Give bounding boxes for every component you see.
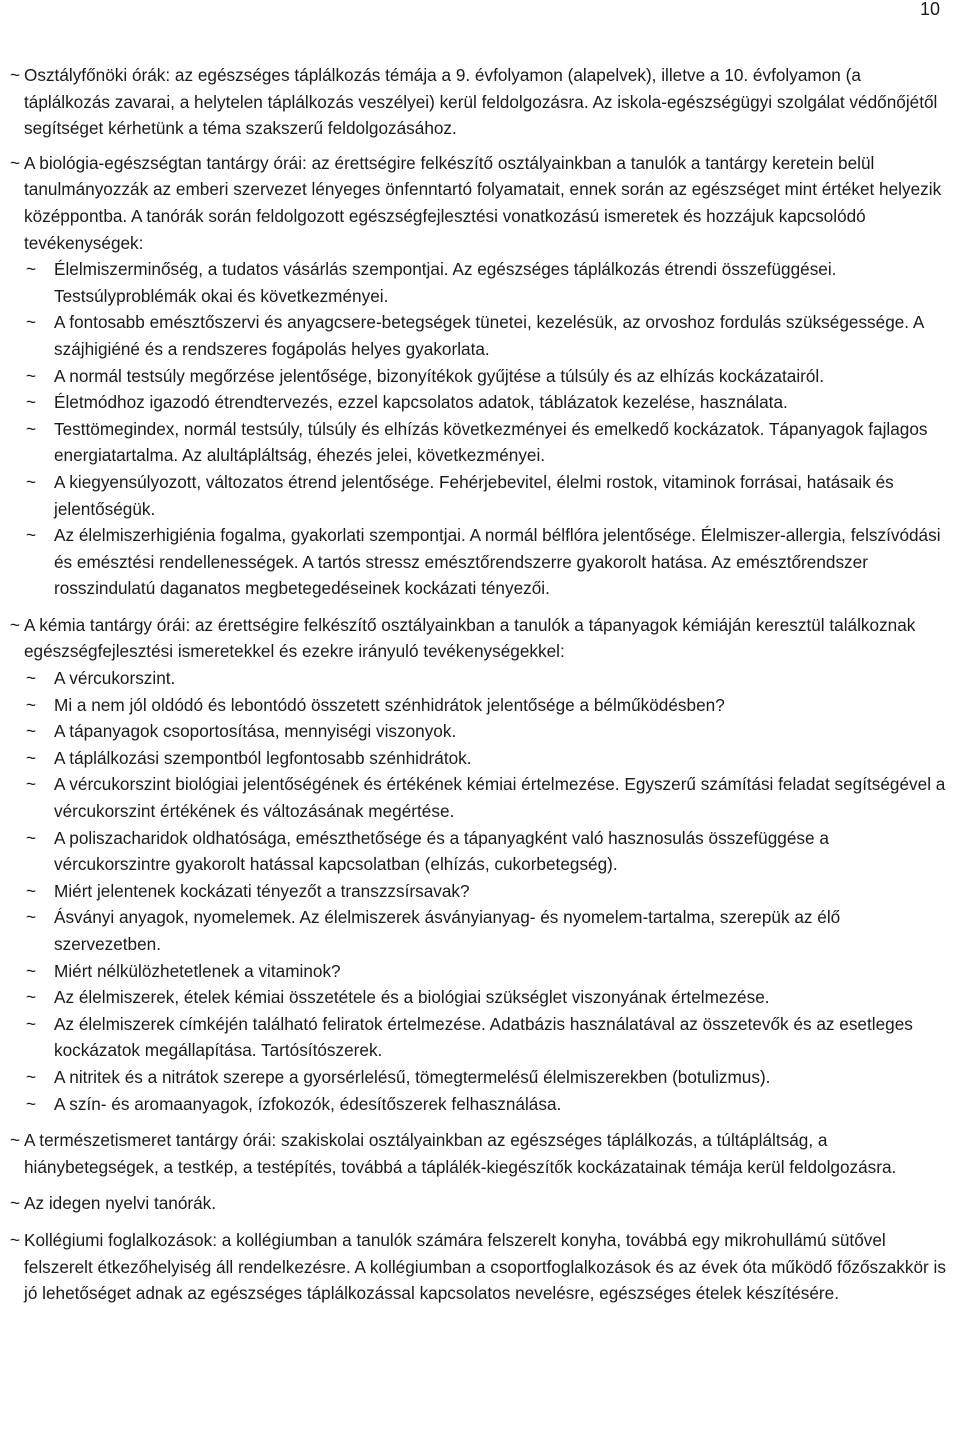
- tilde-bullet-icon: ~: [10, 1193, 21, 1214]
- tilde-bullet-icon: ~: [26, 1066, 37, 1087]
- sub-list-item: [12, 389, 948, 416]
- tilde-bullet-icon: ~: [26, 418, 37, 439]
- tilde-bullet-icon: ~: [26, 365, 37, 386]
- sub-list-item: [12, 469, 948, 522]
- sub-list-item-text: A normál testsúly megőrzése jelentősége, bizonyítékok gyűjtése a túlsúly és az elhízás kockázatairól.: [54, 365, 825, 386]
- tilde-bullet-icon: ~: [26, 721, 37, 742]
- tilde-bullet-icon: ~: [26, 1013, 37, 1034]
- tilde-bullet-icon: ~: [26, 259, 37, 280]
- list-item: [12, 612, 948, 1117]
- list-item-text: Az idegen nyelvi tanórák.: [24, 1193, 217, 1214]
- tilde-bullet-icon: ~: [26, 987, 37, 1008]
- list-item-text: Osztályfőnöki órák: az egészséges táplálkozás témája a 9. évfolyamon (alapelvek), illetve a 10. évfolyamon (a táplálkozás zavarai, a helytelen táplálkozás veszélyei) kerül feldolgozásra. Az iskola-egészségügyi szolgálat védőnőjétől segítséget kérhetünk a téma szakszerű feldolgozásához.: [24, 65, 938, 139]
- tilde-bullet-icon: ~: [10, 65, 21, 85]
- sub-list-item: [12, 363, 948, 390]
- list-item-text: Kollégiumi foglalkozások: a kollégiumban a tanulók számára felszerelt konyha, továbbá egy mikrohullámú sütővel felszerelt étkezőhelyiség áll rendelkezésre. A kollégiumban a csoportfoglalkozások és az évek óta működő főzőszakkör is jó lehetőséget adnak az egészséges táplálkozással kapcsolatos nevelésre, egészséges ételek készítésére.: [24, 1229, 946, 1304]
- sub-list-item: [12, 904, 948, 957]
- sub-list-item-text: A táplálkozási szempontból legfontosabb szénhidrátok.: [54, 747, 472, 768]
- tilde-bullet-icon: ~: [26, 827, 37, 848]
- sub-list-item-text: A fontosabb emésztőszervi és anyagcsere-betegségek tünetei, kezelésük, az orvoshoz fordulás szükségessége. A szájhigiéné és a rendszeres fogápolás helyes gyakorlata.: [54, 312, 924, 359]
- sub-list-item-text: Életmódhoz igazodó étrendtervezés, ezzel kapcsolatos adatok, táblázatok kezelése, használata.: [54, 392, 788, 413]
- tilde-bullet-icon: ~: [26, 880, 37, 901]
- tilde-bullet-icon: ~: [26, 960, 37, 981]
- tilde-bullet-icon: ~: [26, 774, 37, 795]
- tilde-bullet-icon: ~: [26, 471, 37, 492]
- sub-list-item-text: A vércukorszint.: [54, 668, 176, 689]
- tilde-bullet-icon: ~: [26, 312, 37, 333]
- list-item: [12, 150, 948, 602]
- sub-list-item-text: A nitritek és a nitrátok szerepe a gyorsérlelésű, tömegtermelésű élelmiszerekben (botulizmus).: [54, 1066, 771, 1087]
- sub-list-item: [12, 522, 948, 602]
- sub-list-item: [12, 771, 948, 824]
- sub-list-item-text: A szín- és aromaanyagok, ízfokozók, édesítőszerek felhasználása.: [54, 1093, 562, 1114]
- sub-list-item: [12, 1011, 948, 1064]
- sub-list-item: [12, 878, 948, 905]
- sub-list-item-text: Az élelmiszerek, ételek kémiai összetétele és a biológiai szükséglet viszonyának értelmezése.: [54, 987, 770, 1008]
- sub-list-item: [12, 745, 948, 772]
- tilde-bullet-icon: ~: [26, 392, 37, 413]
- sub-list-item: [12, 825, 948, 878]
- list-item-text: A kémia tantárgy órái: az érettségire felkészítő osztályainkban a tanulók a tápanyagok kémiáján keresztül találkoznak egészségfejlesztési ismeretekkel és ezekre irányuló tevékenységekkel:: [24, 614, 916, 662]
- list-item: [12, 1190, 948, 1217]
- sub-list-item-text: Az élelmiszerhigiénia fogalma, gyakorlati szempontjai. A normál bélflóra jelentősége. Élelmiszer-allergia, felszívódási és emésztési rendellenességek. A tartós stressz emésztőrendszerre gyakorolt hatása. Az emésztőrendszer rosszindulatú daganatos megbetegedéseinek kockázati tényezői.: [54, 525, 941, 599]
- tilde-bullet-icon: ~: [26, 747, 37, 768]
- sub-list-item: [12, 692, 948, 719]
- sub-list-item-text: Ásványi anyagok, nyomelemek. Az élelmiszerek ásványianyag- és nyomelem-tartalma, szerepük az élő szervezetben.: [54, 907, 841, 954]
- sub-list-item: [12, 1064, 948, 1091]
- sub-list-item-text: A tápanyagok csoportosítása, mennyiségi viszonyok.: [54, 721, 457, 742]
- sub-list-item-text: Mi a nem jól oldódó és lebontódó összetett szénhidrátok jelentősége a bélműködésben?: [54, 694, 725, 715]
- page-number: 10: [919, 0, 940, 19]
- tilde-bullet-icon: ~: [26, 668, 37, 689]
- sub-list-item: [12, 984, 948, 1011]
- sub-list-item-text: A vércukorszint biológiai jelentőségének és értékének kémiai értelmezése. Egyszerű számítási feladat segítségével a vércukorszint értékének és változásának megértése.: [54, 774, 946, 822]
- sub-list-item: [12, 665, 948, 692]
- list-item-text: A természetismeret tantárgy órái: szakiskolai osztályainkban az egészséges táplálkozás, a túltápláltság, a hiánybetegségek, a testkép, a testépítés, továbbá a táplálék-kiegészítők kockázatainak témája kerül feldolgozásra.: [24, 1130, 897, 1177]
- list-item-text: A biológia-egészségtan tantárgy órái: az érettségire felkészítő osztályainkban a tanulók a tantárgy keretein belül tanulmányozzák az emberi szervezet lényeges önfenntartó folyamatait, ennek során az egészséget mint értéket helyezik középpontba. A tanórák során feldolgozott egészségfejlesztési vonatkozású ismeretek és hozzájuk kapcsolódó tevékenységek:: [24, 152, 942, 253]
- sub-list-item-text: Miért jelentenek kockázati tényezőt a transzzsírsavak?: [54, 880, 470, 901]
- tilde-bullet-icon: ~: [26, 694, 37, 715]
- sub-list-item-text: Az élelmiszerek címkéjén található feliratok értelmezése. Adatbázis használatával az összetevők és az esetleges kockázatok megállapítása. Tartósítószerek.: [54, 1013, 913, 1061]
- list-item: [12, 62, 948, 142]
- tilde-bullet-icon: ~: [26, 907, 37, 928]
- tilde-bullet-icon: ~: [10, 1229, 21, 1250]
- tilde-bullet-icon: ~: [10, 614, 21, 635]
- sub-list-item: [12, 256, 948, 309]
- document-body: [12, 62, 948, 1317]
- sub-list: [24, 256, 948, 602]
- tilde-bullet-icon: ~: [10, 1130, 21, 1151]
- tilde-bullet-icon: ~: [26, 525, 37, 546]
- sub-list-item: [12, 1091, 948, 1118]
- sub-list-item: [12, 416, 948, 469]
- tilde-bullet-icon: ~: [26, 1093, 37, 1114]
- sub-list-item-text: A kiegyensúlyozott, változatos étrend jelentősége. Fehérjebevitel, élelmi rostok, vitaminok forrásai, hatásaik és jelentőségük.: [54, 471, 894, 519]
- sub-list-item-text: A poliszacharidok oldhatósága, emészthetősége és a tápanyagként való hasznosulás összefüggése a vércukorszintre gyakorolt hatással kapcsolatban (elhízás, cukorbetegség).: [54, 827, 829, 875]
- sub-list: [24, 665, 948, 1117]
- sub-list-item: [12, 718, 948, 745]
- tilde-bullet-icon: ~: [10, 152, 21, 173]
- list-item: [12, 1227, 948, 1307]
- sub-list-item: [12, 958, 948, 985]
- sub-list-item-text: Testtömegindex, normál testsúly, túlsúly és elhízás következményei és emelkedő kockázatok. Tápanyagok fajlagos energiatartalma. Az alultápláltság, éhezés jelei, következményei.: [54, 418, 928, 466]
- sub-list-item-text: Élelmiszerminőség, a tudatos vásárlás szempontjai. Az egészséges táplálkozás étrendi összefüggései. Testsúlyproblémák okai és következményei.: [54, 259, 837, 306]
- sub-list-item-text: Miért nélkülözhetetlenek a vitaminok?: [54, 960, 341, 981]
- sub-list-item: [12, 309, 948, 362]
- list-item: [12, 1127, 948, 1180]
